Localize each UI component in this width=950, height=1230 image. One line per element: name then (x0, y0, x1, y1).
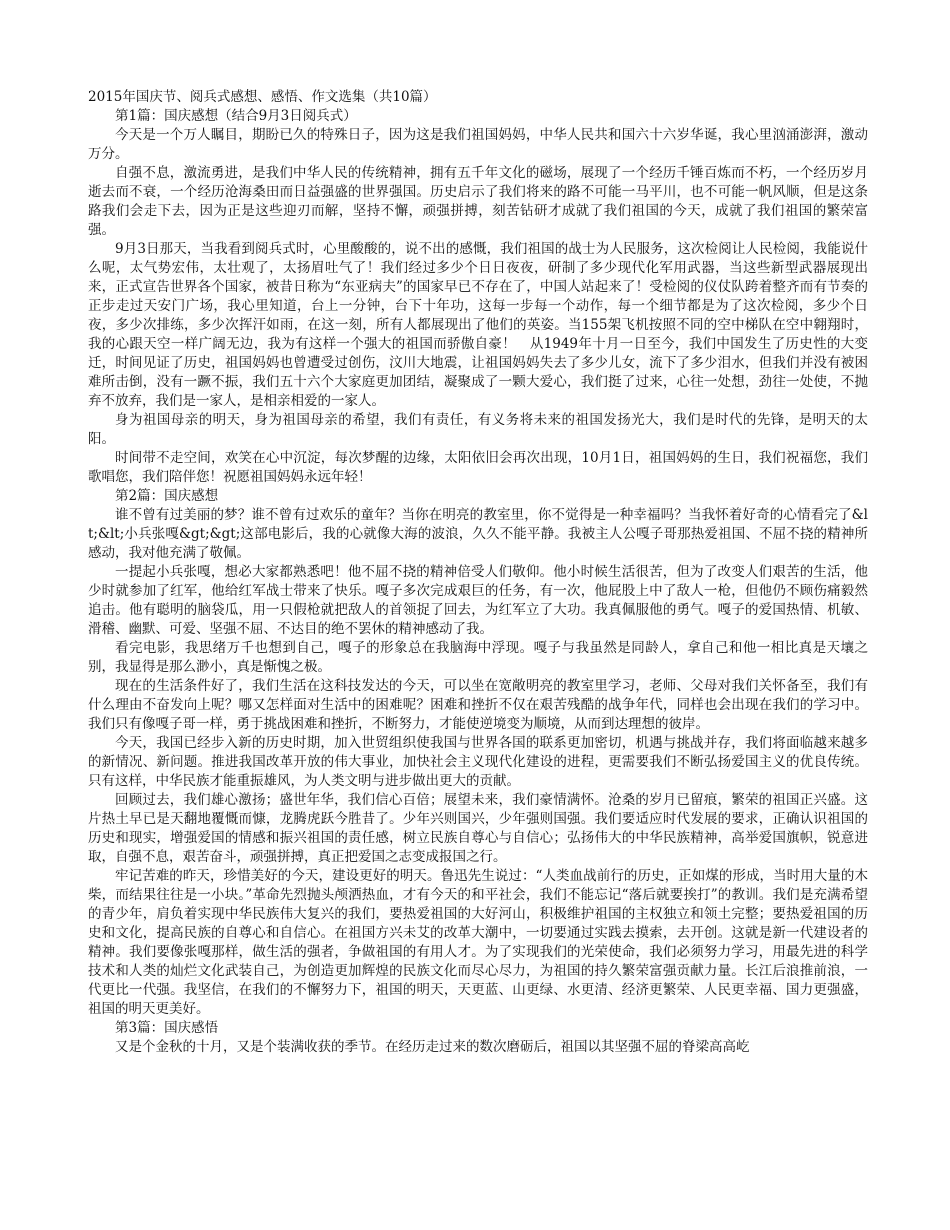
article-2-paragraph: 现在的生活条件好了，我们生活在这科技发达的今天，可以坐在宽敞明亮的教室里学习，老师、父母对我们关怀备至，我们有什么理由不奋发向上呢？哪又怎样面对生活中的困难呢？困难和挫折不仅在艰苦残酷的战争年代，同样也会出现在我们的学习中。我们只有像嘎子哥一样，勇于挑战困难和挫折，不断努力，才能使逆境变为顺境，从而到达理想的彼岸。 (88, 678, 868, 732)
article-1-paragraph: 9月3日那天，当我看到阅兵式时，心里酸酸的，说不出的感慨，我们祖国的战士为人民服务，这次检阅让人民检阅，我能说什么呢，太气势宏伟，太壮观了，太扬眉吐气了！我们经过多少个日日夜夜，研制了多少现代化军用武器，当这些新型武器展现出来，正式宣告世界各个国家，被昔日称为“东亚病夫”的国家早已不存在了，中国人站起来了！受检阅的仪仗队跨着整齐而有节奏的正步走过天安门广场，我心里知道，台上一分钟，台下十年功，这每一步每一个动作，每一个细节都是为了这次检阅，多少个日夜，多少次排练，多少次挥汗如雨，在这一刻，所有人都展现出了他们的英姿。当155架飞机按照不同的空中梯队在空中翱翔时，我的心跟天空一样广阔无边，我为有这样一个强大的祖国而骄傲自豪！ 从1949年十月一日至今，我们中国发生了历史性的大变迁，时间见证了历史，祖国妈妈也曾遭受过创伤，汶川大地震，让祖国妈妈失去了多少儿女，流下了多少泪水，但我们并没有被困难所击倒，没有一蹶不振，我们五十六个大家庭更加团结，凝聚成了一颗大爱心，我们挺了过来，心往一处想，劲往一处使，不抛弃不放弃，我们是一家人，是相亲相爱的一家人。 (88, 241, 868, 409)
article-2-paragraph: 回顾过去，我们雄心激扬；盛世年华，我们信心百倍；展望未来，我们豪情满怀。沧桑的岁月已留痕，繁荣的祖国正兴盛。这片热土早已是天翻地覆慨而慷，龙腾虎跃今胜昔了。少年兴则国兴，少年强则国强。我们要适应时代发展的要求，正确认识祖国的历史和现实，增强爱国的情感和振兴祖国的责任感，树立民族自尊心与自信心；弘扬伟大的中华民族精神，高举爱国旗帜，锐意进取，自强不息，艰苦奋斗，顽强拼搏，真正把爱国之志变成报国之行。 (88, 792, 868, 865)
document-title: 2015年国庆节、阅兵式感想、感悟、作文选集（共10篇） (88, 89, 437, 105)
article-1-paragraph: 时间带不走空间，欢笑在心中沉淀，每次梦醒的边缘，太阳依旧会再次出现，10月1日，祖国妈妈的生日，我们祝福您，我们歌唱您，我们陪伴您！祝愿祖国妈妈永远年轻！ (88, 450, 868, 485)
article-2-heading: 第2篇：国庆感想 (115, 488, 219, 504)
article-3-paragraph: 又是个金秋的十月，又是个装满收获的季节。在经历走过来的数次磨砺后，祖国以其坚强不屈的脊梁高高屹 (115, 1039, 750, 1055)
article-1-paragraph: 今天是一个万人瞩目，期盼已久的特殊日子，因为这是我们祖国妈妈，中华人民共和国六十六岁华诞，我心里汹涌澎湃，激动万分。 (88, 127, 868, 162)
article-2-paragraph: 今天，我国已经步入新的历史时期，加入世贸组织使我国与世界各国的联系更加密切，机遇与挑战并存，我们将面临越来越多的新情况、新问题。推进我国改革开放的伟大事业，加快社会主义现代化建设的进程，更需要我们不断弘扬爱国主义的优良传统。只有这样，中华民族才能重振雄风，为人类文明与进步做出更大的贡献。 (88, 735, 868, 789)
article-3-heading: 第3篇：国庆感悟 (115, 1020, 219, 1036)
article-1-paragraph: 身为祖国母亲的明天，身为祖国母亲的希望，我们有责任，有义务将未来的祖国发扬光大，我们是时代的先锋，是明天的太阳。 (88, 412, 868, 447)
article-2-paragraph: 看完电影，我思绪万千也想到自己，嘎子的形象总在我脑海中浮现。嘎子与我虽然是同龄人，拿自己和他一相比真是天壤之别，我显得是那么渺小，真是惭愧之极。 (88, 640, 868, 675)
article-2-paragraph: 一提起小兵张嘎，想必大家都熟悉吧！他不屈不挠的精神倍受人们敬仰。他小时候生活很苦，但为了改变人们艰苦的生活，他少时就参加了红军，他给红军战士带来了快乐。嘎子多次完成艰巨的任务，有一次，他屁股上中了敌人一枪，但他仍不顾伤痛毅然追击。他有聪明的脑袋瓜，用一只假枪就把敌人的首领捉了回去，为红军立了大功。我真佩服他的勇气。嘎子的爱国热情、机敏、滑稽、幽默、可爱、坚强不屈、不达目的绝不罢休的精神感动了我。 (88, 564, 868, 637)
article-2-paragraph: 谁不曾有过美丽的梦？谁不曾有过欢乐的童年？当你在明亮的教室里，你不觉得是一种幸福吗？当我怀着好奇的心情看完了&lt;&lt;小兵张嘎&gt;&gt;这部电影后，我的心就像大海的波浪，久久不能平静。我被主人公嘎子哥那热爱祖国、不屈不挠的精神所感动，我对他充满了敬佩。 (88, 507, 868, 561)
document-page (88, 88, 868, 1057)
article-1-heading: 第1篇：国庆感想（结合9月3日阅兵式） (115, 108, 357, 124)
article-1-paragraph: 自强不息，激流勇进，是我们中华人民的传统精神，拥有五千年文化的磁场，展现了一个经历千锤百炼而不朽，一个经历岁月逝去而不衰，一个经历沧海桑田而日益强盛的世界强国。历史启示了我们将来的路不可能一马平川，也不可能一帆风顺，但是这条路我们会走下去，因为正是这些迎刃而解，坚持不懈，顽强拼搏，刻苦钻研才成就了我们祖国的今天，成就了我们祖国的繁荣富强。 (88, 165, 868, 238)
article-2-paragraph: 牢记苦难的昨天，珍惜美好的今天，建设更好的明天。鲁迅先生说过：“人类血战前行的历史，正如煤的形成，当时用大量的木柴，而结果往往是一小块。”革命先烈抛头颅洒热血，才有今天的和平社会，我们不能忘记“落后就要挨打”的教训。我们是充满希望的青少年，肩负着实现中华民族伟大复兴的我们，要热爱祖国的大好河山，积极维护祖国的主权独立和领土完整；要热爱祖国的历史和文化，提高民族的自尊心和自信心。在祖国方兴未艾的改革大潮中，一切要通过实践去摸索，去开创。这就是新一代建设者的精神。我们要像张嘎那样，做生活的强者，争做祖国的有用人才。为了实现我们的光荣使命，我们必须努力学习，用最先进的科学技术和人类的灿烂文化武装自己，为创造更加辉煌的民族文化而尽心尽力，为祖国的持久繁荣富强贡献力量。长江后浪推前浪，一代更比一代强。我坚信，在我们的不懈努力下，祖国的明天，天更蓝、山更绿、水更清、经济更繁荣、人民更幸福、国力更强盛，祖国的明天更美好。 (88, 868, 868, 1017)
